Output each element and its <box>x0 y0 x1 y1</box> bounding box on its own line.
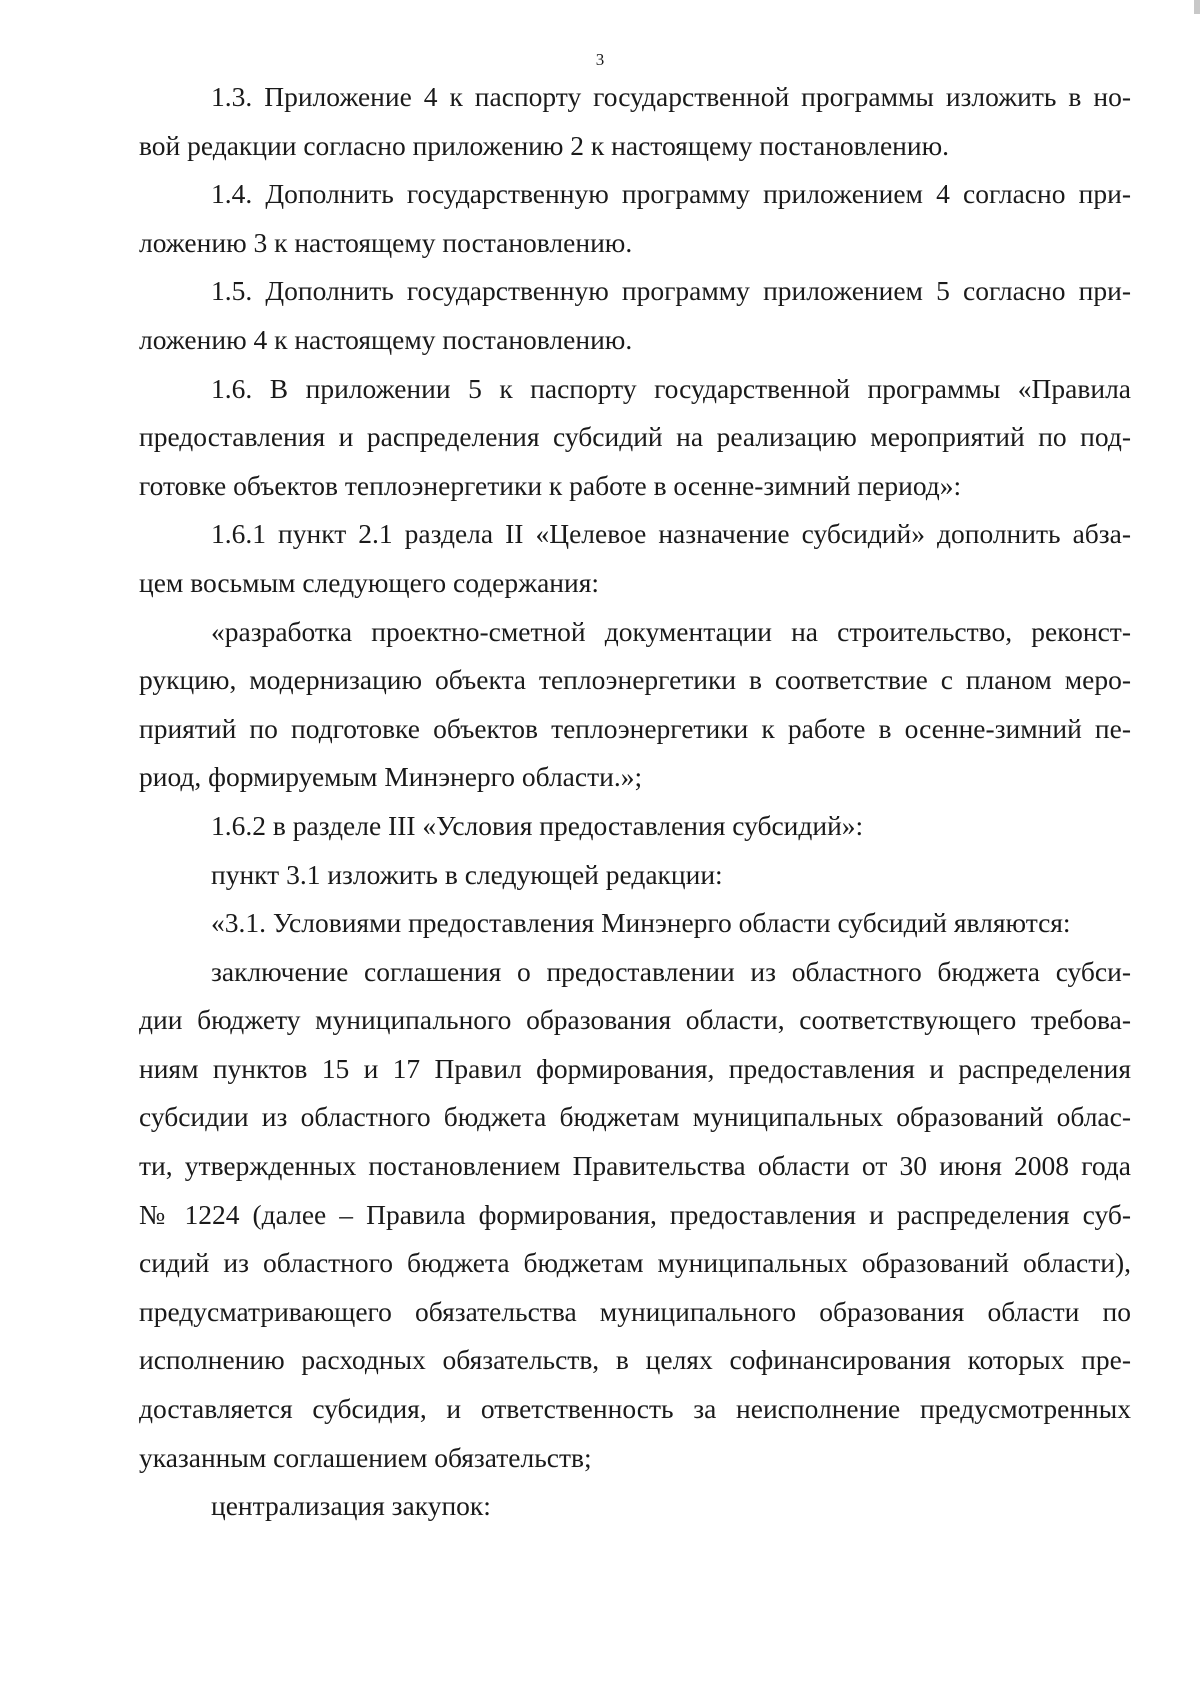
text-line: дии бюджету муниципального образования области, соответствующего требова- <box>139 1004 1131 1036</box>
text-line: вой редакции согласно приложению 2 к настоящему постановлению. <box>139 129 950 161</box>
text-line: готовке объектов теплоэнергетики к работе в осенне-зимний период»: <box>139 469 962 501</box>
text-line: ложению 4 к настоящему постановлению. <box>139 323 633 355</box>
text-line: ложению 3 к настоящему постановлению. <box>139 226 633 258</box>
text-line: предусматривающего обязательства муниципального образования области по <box>139 1295 1131 1327</box>
text-line: «разработка проектно-сметной документации на строительство, реконст- <box>211 615 1131 647</box>
text-line: пункт 3.1 изложить в следующей редакции: <box>211 858 723 890</box>
text-line: заключение соглашения о предоставлении из областного бюджета субси- <box>211 955 1131 987</box>
text-line: 1.4. Дополнить государственную программу приложением 4 согласно при- <box>211 178 1131 210</box>
text-line: цем восьмым следующего содержания: <box>139 566 600 598</box>
text-line: централизация закупок: <box>211 1490 491 1522</box>
text-line: риод, формируемым Минэнерго области.»; <box>139 761 643 793</box>
scan-edge-mark <box>1194 0 1200 14</box>
document-body <box>139 73 1131 1531</box>
text-line: доставляется субсидия, и ответственность за неисполнение предусмотренных <box>139 1393 1131 1425</box>
text-line: исполнению расходных обязательств, в целях софинансирования которых пре- <box>139 1344 1131 1376</box>
text-line: 1.3. Приложение 4 к паспорту государственной программы изложить в но- <box>211 81 1131 112</box>
text-line: сидий из областного бюджета бюджетам муниципальных образований области), <box>139 1247 1131 1279</box>
text-line: субсидии из областного бюджета бюджетам муниципальных образований облас- <box>139 1101 1131 1133</box>
text-line: приятий по подготовке объектов теплоэнергетики к работе в осенне-зимний пе- <box>139 712 1131 744</box>
text-line: ти, утвержденных постановлением Правительства области от 30 июня 2008 года <box>139 1150 1131 1182</box>
text-line: 1.6.2 в разделе III «Условия предоставления субсидий»: <box>211 809 864 841</box>
text-line: указанным соглашением обязательств; <box>139 1441 592 1473</box>
text-line: 1.6. В приложении 5 к паспорту государственной программы «Правила <box>211 372 1131 404</box>
text-line: № 1224 (далее – Правила формирования, предоставления и распределения суб- <box>139 1198 1131 1230</box>
text-line: 1.6.1 пункт 2.1 раздела II «Целевое назначение субсидий» дополнить абза- <box>211 518 1131 550</box>
text-line: ниям пунктов 15 и 17 Правил формирования, предоставления и распределения <box>139 1052 1131 1084</box>
text-line: рукцию, модернизацию объекта теплоэнергетики в соответствие с планом меро- <box>139 664 1131 696</box>
text-line: «3.1. Условиями предоставления Минэнерго области субсидий являются: <box>211 907 1071 939</box>
text-line: 1.5. Дополнить государственную программу приложением 5 согласно при- <box>211 275 1131 307</box>
page-number: 3 <box>595 50 605 69</box>
text-line: предоставления и распределения субсидий на реализацию мероприятий по под- <box>139 421 1131 453</box>
